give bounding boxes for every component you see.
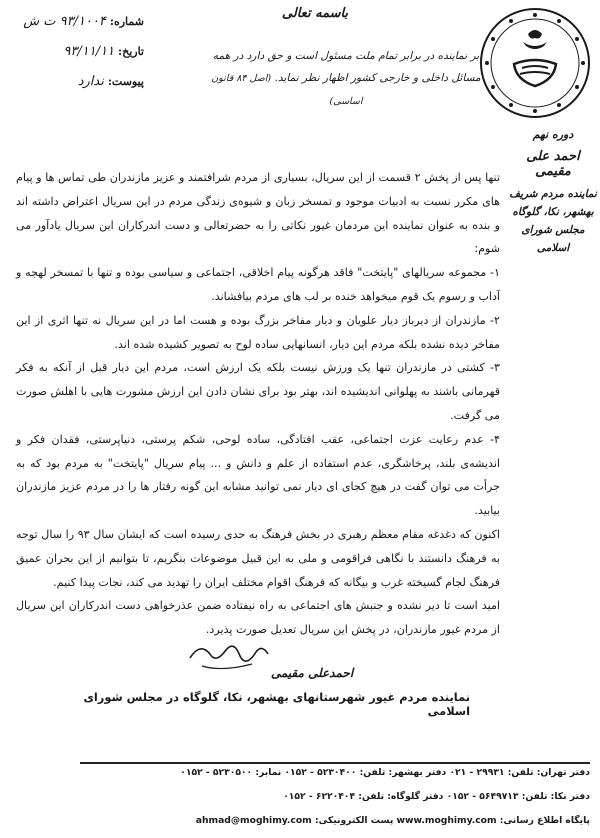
member-role-line-1: نماینده مردم شریف xyxy=(509,188,597,200)
footer-divider xyxy=(80,762,590,764)
member-name: احمد علی مقیمی xyxy=(526,149,580,179)
attachment-label: پیوست: xyxy=(107,75,144,88)
date-label: تاریخ: xyxy=(118,45,144,58)
member-role-line-2: بهشهر، نکا، گلوگاه xyxy=(512,206,594,218)
body-paragraph: اکنون که دغدغه مقام معظم رهبری در بخش فرهنگ به حدی رسیده است که ایشان سال ۹۳ را سال توجه به فرهنگ دانستند با نگاهی فراقومی و ملی به این قبیل موضوعات بنگریم، تا بتوانیم از این بحران عمیق فرهنگ لجام گسیخته غرب و بیگانه که فرهنگ اقوام مختلف ایران را تهدید می کند، نجات پیدا کنیم. xyxy=(16,527,500,589)
body-paragraph: ۳- کشتی در مازندران تنها یک ورزش نیست بلکه یک ارزش است، مردم این دیار قبل از آنکه به فکر قهرمانی باشند به پهلوانی اندیشیده اند، بهتر بود برای نشان دادن این ارزش مشورت هایی با اهلش صورت می گرفت. xyxy=(16,361,500,422)
body-paragraph: ۴- عدم رعایت عزت اجتماعی، عقب افتادگی، ساده لوحی، شکم پرستی، دنیاپرستی، فقدان فکر و اندیشه‌ی بلند، پرخاشگری، عدم استفاده از علم و دانش و ... پیام سریال "پایتخت" به مردم بود که به جرأت می توان گفت در هیچ کجای ای دیار نمی توانید مشابه این گونه رفتار ها را در مردم عزیز مازندران بیابید. xyxy=(16,432,500,518)
bismillah-heading: باسمه تعالی xyxy=(281,6,349,21)
parliament-emblem-icon xyxy=(478,6,592,120)
motto-line-1: بر نماینده در برابر تمام ملت مسئول است و حق دارد در همه xyxy=(212,50,480,62)
footer-contact-line-2: دفتر نکا: تلفن: ۵۶۴۹۷۱۳ - ۰۱۵۲ دفتر گلوگاه: تلفن: ۶۲۲۰۴۰۴ - ۰۱۵۲ xyxy=(283,791,590,802)
signatory-name: احمدعلی مقیمی xyxy=(270,666,354,680)
body-paragraph: ۲- مازندران از دیرباز دیار علویان و دیار مفاخر بزرگ بوده و هست اما در این سریال نه تنها اثری از این مفاخر دیده نشده بلکه مردم این دیار، انسانهایی ساده لوح به تصویر کشیده شده اند. xyxy=(16,313,500,351)
body-paragraph: تنها پس از پخش ۲ قسمت از این سریال، بسیاری از مردم شرافتمند و عزیز مازندران طی تماس ها و پیام های مکرر نسبت به ادبیات موجود و تمسخر زبان و شیوه‌ی زندگی مردم در این سریال اعتراض داشته اند و بنده به عنوان نماینده این مردمان غیور نکاتی را به حضرتعالی و دست اندرکاران این سریال یادآور می شوم: xyxy=(16,171,500,256)
footer-contact-line-1: دفتر تهران: تلفن: ۲۹۹۳۱ - ۰۲۱ دفتر بهشهر: تلفن: ۵۲۳۰۴۰۰ - ۰۱۵۲ نمابر: ۵۲۳۰۵۰۰ - ۰۱۵۲ xyxy=(180,767,590,778)
body-paragraph: ۱- مجموعه سریالهای "پایتخت" فاقد هرگونه پیام اخلاقی، اجتماعی و سیاسی بوده و تنها با تمسخر لهجه و آداب و رسوم یک قوم میخواهد خنده بر لب های مردم بیافشاند. xyxy=(16,266,500,303)
body-paragraph: امید است تا دیر نشده و جنبش های اجتماعی به راه نیفتاده ضمن عذرخواهی دست اندرکاران این سریال از مردم غیور مازندران، در پخش این سریال تعدیل صورت پذیرد. xyxy=(16,599,500,637)
motto-line-2-row xyxy=(196,67,496,113)
attachment-value: ندارد xyxy=(77,74,104,89)
member-sidebar xyxy=(508,128,598,257)
letter-attachment-row xyxy=(14,74,144,104)
motto-line-2: مسائل داخلی و خارجی کشور اظهار نظر نماید. xyxy=(274,72,481,84)
member-role-line-3: مجلس شورای اسلامی xyxy=(521,224,585,254)
number-value: ۹۳/۱۰۰۴ ت ش xyxy=(23,14,106,29)
letter-date-row xyxy=(14,44,144,74)
date-value: ۹۳/۱۱/۱۱ xyxy=(63,44,115,59)
footer-web-line: پایگاه اطلاع رسانی: www.moghimy.com پست الکترونیکی: ahmad@moghimy.com xyxy=(195,815,590,826)
motto-reference: (اصل ۸۴ قانون اساسی) xyxy=(211,73,363,107)
signatory-title: نماینده مردم غیور شهرستانهای بهشهر، نکا، گلوگاه در مجلس شورای اسلامی xyxy=(83,690,470,718)
number-label: شماره: xyxy=(109,15,144,28)
letter-body xyxy=(16,166,500,642)
constitution-motto xyxy=(196,45,496,113)
letter-meta xyxy=(14,14,144,104)
letter-number-row xyxy=(14,14,144,44)
parliament-term: دوره نهم xyxy=(532,128,574,141)
